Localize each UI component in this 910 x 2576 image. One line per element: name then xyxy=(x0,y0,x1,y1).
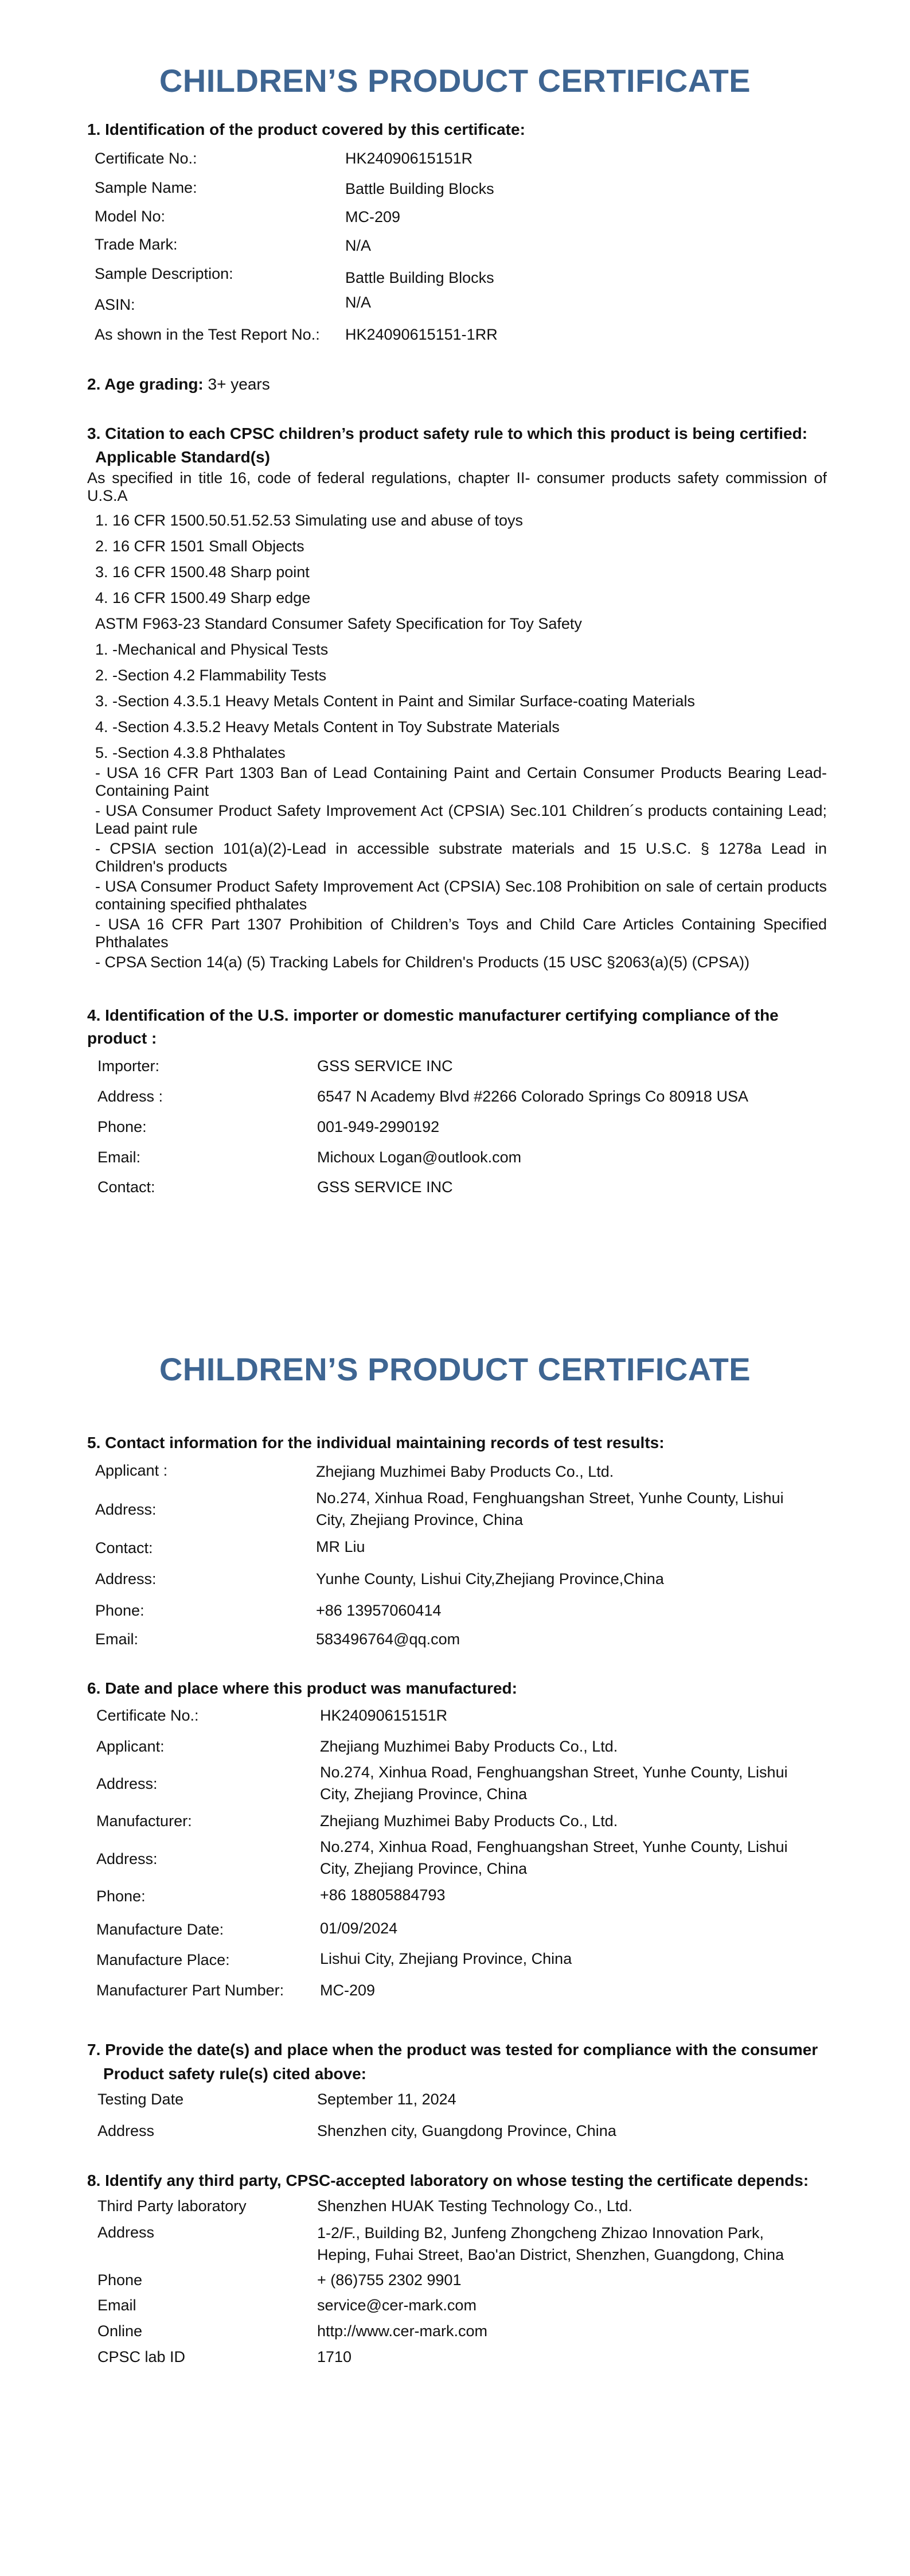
section-3-heading: 3. Citation to each CPSC children’s product safety rule to which this product is being certified: xyxy=(87,425,808,442)
standards-intro: As specified in title 16, code of federal regulations, chapter II- consumer products safety commission of U.S.A xyxy=(87,469,827,504)
list-item: 4. -Section 4.3.5.2 Heavy Metals Content in Toy Substrate Materials xyxy=(95,718,560,736)
age-grading-value: 3+ years xyxy=(208,375,270,393)
list-item: - CPSIA section 101(a)(2)-Lead in accessible substrate materials and 15 U.S.C. § 1278a Lead in Children's products xyxy=(95,840,827,875)
list-item: - USA Consumer Product Safety Improvement Act (CPSIA) Sec.108 Prohibition on sale of certain products containing specified phthalates xyxy=(95,878,827,913)
section-4-heading: 4. Identification of the U.S. importer or domestic manufacturer certifying compliance of the product : xyxy=(87,1006,779,1047)
field-value: Lishui City, Zhejiang Province, China xyxy=(320,1950,572,1967)
age-grading-label: 2. Age grading: xyxy=(87,375,204,393)
field-value: 001-949-2990192 xyxy=(317,1118,440,1135)
list-item: 2. -Section 4.2 Flammability Tests xyxy=(95,667,327,684)
field-value: GSS SERVICE INC xyxy=(317,1057,453,1075)
field-value: + (86)755 2302 9901 xyxy=(317,2271,462,2289)
list-item: 4. 16 CFR 1500.49 Sharp edge xyxy=(95,589,311,606)
field-value: Shenzhen HUAK Testing Technology Co., Ltd. xyxy=(317,2197,632,2215)
field-value: MC-209 xyxy=(345,208,401,225)
field-label: Importer: xyxy=(97,1057,160,1075)
field-label: Manufacturer Part Number: xyxy=(96,1982,284,1999)
field-label: Email: xyxy=(97,1149,141,1166)
field-label: Phone: xyxy=(96,1888,146,1905)
astm-title: ASTM F963-23 Standard Consumer Safety Specification for Toy Safety xyxy=(95,615,582,632)
section-2-heading xyxy=(87,374,270,395)
section-8-heading: 8. Identify any third party, CPSC-accepted laboratory on whose testing the certificate depends: xyxy=(87,2172,809,2189)
field-label: Contact: xyxy=(97,1178,155,1196)
section-6-heading: 6. Date and place where this product was manufactured: xyxy=(87,1679,517,1697)
field-value: No.274, Xinhua Road, Fenghuangshan Street, Yunhe County, Lishui City, Zhejiang Province, China xyxy=(316,1489,784,1528)
field-value: N/A xyxy=(345,237,372,254)
field-label: Certificate No.: xyxy=(96,1707,199,1724)
field-label: Manufacture Place: xyxy=(96,1951,230,1968)
field-label: Sample Description: xyxy=(95,265,233,282)
list-item: - USA 16 CFR Part 1307 Prohibition of Children’s Toys and Child Care Articles Containing Specified Phthalates xyxy=(95,916,827,951)
field-value: MR Liu xyxy=(316,1538,365,1555)
section-5-heading: 5. Contact information for the individual maintaining records of test results: xyxy=(87,1434,665,1452)
section-7-heading: 7. Provide the date(s) and place when the product was tested for compliance with the consumer xyxy=(87,2041,818,2059)
field-label: Manufacture Date: xyxy=(96,1921,224,1938)
field-label: Testing Date xyxy=(97,2091,184,2108)
field-value: 1710 xyxy=(317,2348,352,2365)
field-value: Zhejiang Muzhimei Baby Products Co., Ltd. xyxy=(320,1812,618,1830)
field-label: Phone: xyxy=(97,1118,147,1135)
field-value: N/A xyxy=(345,294,372,311)
field-label: Address: xyxy=(96,1850,158,1867)
field-value: 1-2/F., Building B2, Junfeng Zhongcheng Zhizao Innovation Park, Heping, Fuhai Street, Bao'an District, Shenzhen, Guangdong, China xyxy=(317,2224,784,2263)
field-value: +86 18805884793 xyxy=(320,1886,446,1904)
field-value: HK24090615151R xyxy=(320,1707,448,1724)
field-value: No.274, Xinhua Road, Fenghuangshan Street, Yunhe County, Lishui City, Zhejiang Province, China xyxy=(320,1764,788,1803)
applicable-standards-subheading: Applicable Standard(s) xyxy=(95,448,270,466)
field-label: Manufacturer: xyxy=(96,1812,192,1830)
usa-regulations-list xyxy=(95,764,827,971)
field-value: Zhejiang Muzhimei Baby Products Co., Ltd. xyxy=(316,1463,614,1480)
list-item: 3. -Section 4.3.5.1 Heavy Metals Content in Paint and Similar Surface-coating Materials xyxy=(95,692,696,710)
list-item: 5. -Section 4.3.8 Phthalates xyxy=(95,744,286,761)
section-4-heading-wrap xyxy=(87,1004,833,1050)
field-label: Applicant : xyxy=(95,1462,168,1479)
field-value: 6547 N Academy Blvd #2266 Colorado Springs Co 80918 USA xyxy=(317,1088,748,1105)
field-label: Email: xyxy=(95,1631,139,1648)
field-value: MC-209 xyxy=(320,1982,376,1999)
field-label: As shown in the Test Report No.: xyxy=(95,326,320,343)
list-item: - USA 16 CFR Part 1303 Ban of Lead Containing Paint and Certain Consumer Products Bearing Lead- Containing Paint xyxy=(95,764,827,799)
field-label: Contact: xyxy=(95,1539,153,1557)
list-item: 1. 16 CFR 1500.50.51.52.53 Simulating use and abuse of toys xyxy=(95,512,523,529)
field-label: CPSC lab ID xyxy=(97,2348,186,2365)
field-value: HK24090615151R xyxy=(345,150,473,167)
field-value: service@cer-mark.com xyxy=(317,2297,477,2314)
website-link[interactable]: http://www.cer-mark.com xyxy=(317,2322,488,2340)
list-item: 3. 16 CFR 1500.48 Sharp point xyxy=(95,563,310,581)
field-value: Zhejiang Muzhimei Baby Products Co., Ltd. xyxy=(320,1738,618,1755)
cfr-list xyxy=(95,508,829,766)
field-label: Certificate No.: xyxy=(95,150,197,167)
field-value: GSS SERVICE INC xyxy=(317,1178,453,1196)
section-3-body xyxy=(87,469,827,505)
field-value: Battle Building Blocks xyxy=(345,180,494,197)
section-7-heading-cont: Product safety rule(s) cited above: xyxy=(103,2065,367,2083)
field-value: No.274, Xinhua Road, Fenghuangshan Street, Yunhe County, Lishui City, Zhejiang Province, China xyxy=(320,1838,788,1877)
field-value: 583496764@qq.com xyxy=(316,1631,460,1648)
field-label: Sample Name: xyxy=(95,179,197,196)
field-label: ASIN: xyxy=(95,296,135,313)
field-value: Yunhe County, Lishui City,Zhejiang Province,China xyxy=(316,1570,664,1587)
field-label: Model No: xyxy=(95,208,166,225)
field-label: Phone xyxy=(97,2271,143,2289)
field-label: Email xyxy=(97,2297,136,2314)
field-value: HK24090615151-1RR xyxy=(345,326,498,343)
field-label: Online xyxy=(97,2322,143,2340)
table-row xyxy=(95,148,197,169)
list-item: 1. -Mechanical and Physical Tests xyxy=(95,641,329,658)
field-label: Address: xyxy=(95,1501,157,1518)
field-label: Address : xyxy=(97,1088,163,1105)
field-value: 01/09/2024 xyxy=(320,1920,398,1937)
field-label: Address xyxy=(97,2224,155,2241)
list-item: - CPSA Section 14(a) (5) Tracking Labels for Children's Products (15 USC §2063(a)(5) (CPSA)) xyxy=(95,954,750,971)
list-item: 2. 16 CFR 1501 Small Objects xyxy=(95,538,304,555)
field-label: Phone: xyxy=(95,1602,144,1619)
field-value: Shenzhen city, Guangdong Province, China xyxy=(317,2122,616,2139)
field-label: Third Party laboratory xyxy=(97,2197,247,2215)
page-title: CHILDREN’S PRODUCT CERTIFICATE xyxy=(159,1351,751,1387)
field-value: Michoux Logan@outlook.com xyxy=(317,1149,522,1166)
field-label: Trade Mark: xyxy=(95,236,178,253)
field-value: +86 13957060414 xyxy=(316,1602,442,1619)
field-label: Address: xyxy=(95,1570,157,1587)
page-title: CHILDREN’S PRODUCT CERTIFICATE xyxy=(159,63,751,99)
field-label: Address xyxy=(97,2122,155,2139)
field-value: September 11, 2024 xyxy=(317,2091,456,2108)
field-value: Battle Building Blocks xyxy=(345,269,494,286)
section-1-heading: 1. Identification of the product covered by this certificate: xyxy=(87,120,525,138)
list-item: - USA Consumer Product Safety Improvement Act (CPSIA) Sec.101 Children´s products containing Lead; Lead paint rule xyxy=(95,802,827,837)
field-label: Address: xyxy=(96,1775,158,1792)
field-label: Applicant: xyxy=(96,1738,165,1755)
